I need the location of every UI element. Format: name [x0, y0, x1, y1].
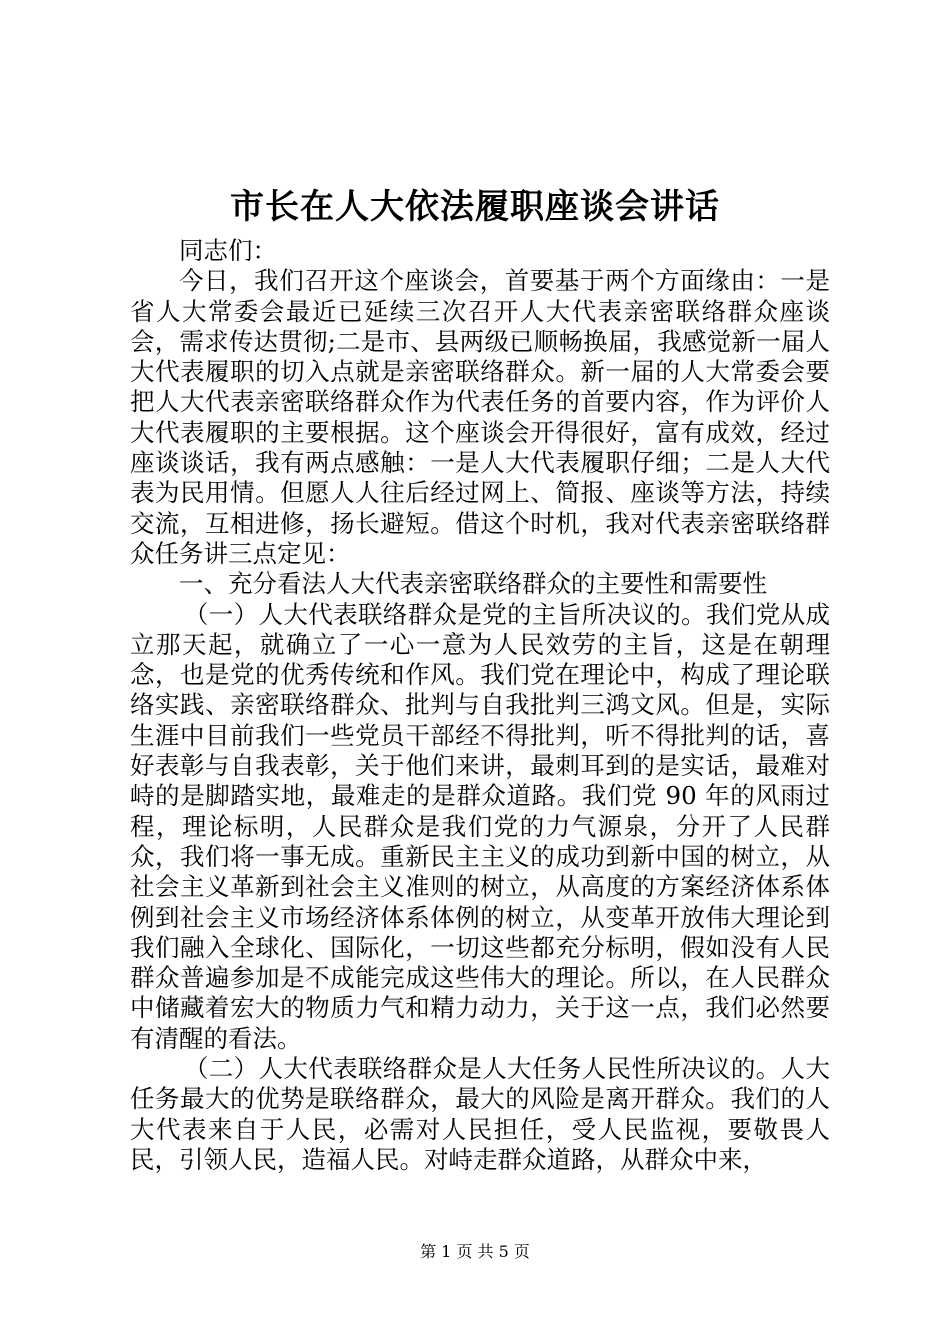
page-footer: 第 1 页 共 5 页	[420, 1242, 530, 1261]
subsection-paragraph-2: （二）人大代表联络群众是人大任务人民性所决议的。人大任务最大的优势是联络群众，最大的风险是离开群众。我们的人大代表来自于人民，必需对人民担任，受人民监视，要敬畏人民，引领人民，造福人民。对峙走群众道路，从群众中来，	[130, 1054, 830, 1174]
document-title: 市长在人大依法履职座谈会讲话	[230, 187, 720, 227]
section-heading: 一、充分看法人大代表亲密联络群众的主要性和需要性	[179, 569, 767, 599]
subsection-paragraph-1: （一）人大代表联络群众是党的主旨所决议的。我们党从成立那天起，就确立了一心一意为人民效劳的主旨，这是在朝理念，也是党的优秀传统和作风。我们党在理论中，构成了理论联络实践、亲密联络群众、批判与自我批判三鸿文风。但是，实际生涯中目前我们一些党员干部经不得批判，听不得批判的话，喜好表彰与自我表彰，关于他们来讲，最刺耳到的是实话，最难对峙的是脚踏实地，最难走的是群众道路。我们党 90 年的风雨过程，理论标明，人民群众是我们党的力气源泉，分开了人民群众，我们将一事无成。重新民主主义的成功到新中国的树立，从社会主义革新到社会主义准则的树立，从高度的方案经济体系体例到社会主义市场经济体系体例的树立，从变革开放伟大理论到我们融入全球化、国际化，一切这些都充分标明，假如没有人民群众普遍参加是不成能完成这些伟大的理论。所以，在人民群众中储藏着宏大的物质力气和精力动力，关于这一点，我们必然要有清醒的看法。	[130, 599, 830, 1053]
document-body	[130, 236, 830, 1175]
salutation-paragraph: 同志们：	[179, 236, 277, 265]
intro-paragraph: 今日，我们召开这个座谈会，首要基于两个方面缘由：一是省人大常委会最近已延续三次召开人大代表亲密联络群众座谈会，需求传达贯彻;二是市、县两级已顺畅换届，我感觉新一届人大代表履职的切入点就是亲密联络群众。新一届的人大常委会要把人大代表亲密联络群众作为代表任务的首要内容，作为评价人大代表履职的主要根据。这个座谈会开得很好，富有成效，经过座谈谈话，我有两点感触：一是人大代表履职仔细；二是人大代表为民用情。但愿人人往后经过网上、简报、座谈等方法，持续交流，互相进修，扬长避短。借这个时机，我对代表亲密联络群众任务讲三点定见：	[130, 266, 830, 568]
